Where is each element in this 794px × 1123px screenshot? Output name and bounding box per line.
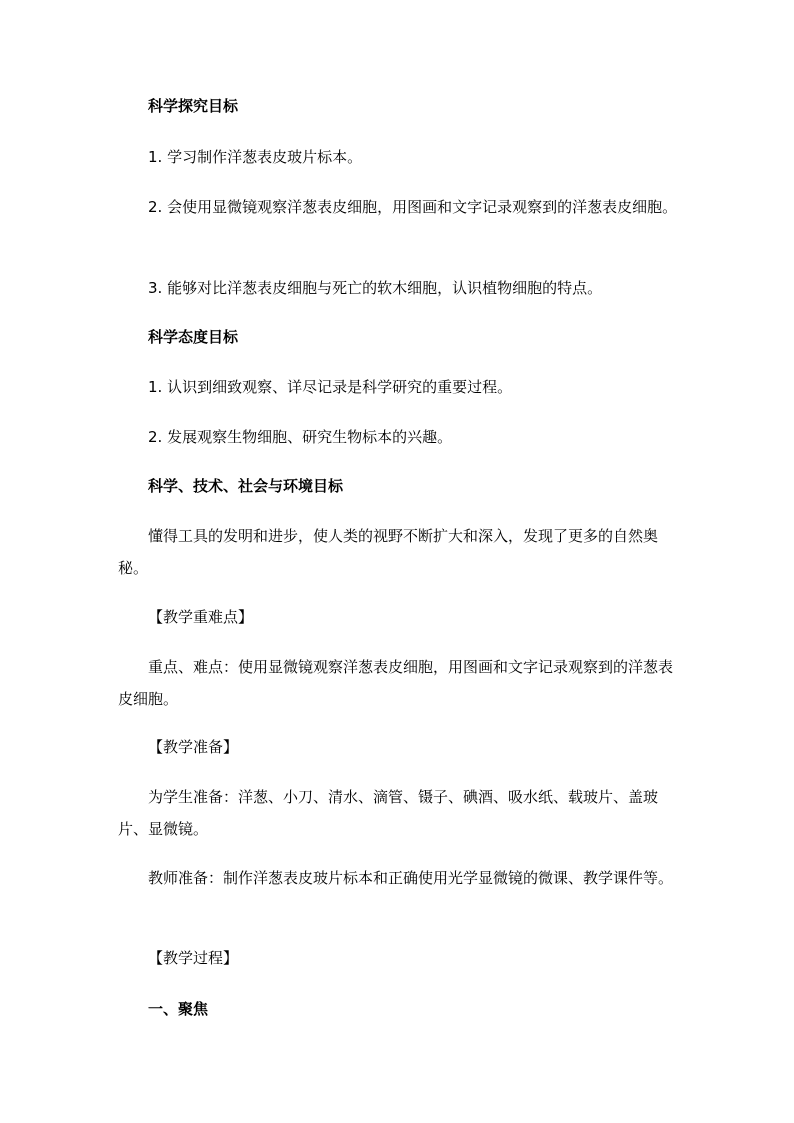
paragraph-attitude-goal-2: 2. 发展观察生物细胞、研究生物标本的兴趣。	[148, 428, 453, 446]
paragraph-teacher-preparation: 教师准备：制作洋葱表皮玻片标本和正确使用光学显微镜的微课、教学课件等。	[148, 869, 674, 887]
paragraph-key-difficult-points: 重点、难点：使用显微镜观察洋葱表皮细胞，用图画和文字记录观察到的洋葱表皮细胞。	[118, 658, 674, 708]
paragraph-student-preparation: 为学生准备：洋葱、小刀、清水、滴管、镊子、碘酒、吸水纸、载玻片、盖玻片、显微镜。	[118, 788, 659, 838]
paragraph-inquiry-goal-1: 1. 学习制作洋葱表皮玻片标本。	[148, 148, 363, 166]
heading-science-inquiry-goals: 科学探究目标	[148, 97, 239, 115]
paragraph-inquiry-goal-2: 2. 会使用显微镜观察洋葱表皮细胞，用图画和文字记录观察到的洋葱表皮细胞。	[148, 198, 678, 216]
section-label-teaching-preparation: 【教学准备】	[148, 738, 239, 756]
paragraph-stse-goal: 懂得工具的发明和进步，使人类的视野不断扩大和深入，发现了更多的自然奥秘。	[118, 527, 659, 577]
section-label-teaching-process: 【教学过程】	[148, 949, 239, 967]
heading-focus: 一、聚焦	[148, 1000, 209, 1018]
paragraph-inquiry-goal-3: 3. 能够对比洋葱表皮细胞与死亡的软木细胞，认识植物细胞的特点。	[148, 279, 603, 297]
paragraph-attitude-goal-1: 1. 认识到细致观察、详尽记录是科学研究的重要过程。	[148, 378, 513, 396]
heading-science-attitude-goals: 科学态度目标	[148, 328, 239, 346]
heading-stse-goals: 科学、技术、社会与环境目标	[148, 477, 344, 495]
section-label-key-difficult-points: 【教学重难点】	[148, 608, 254, 626]
